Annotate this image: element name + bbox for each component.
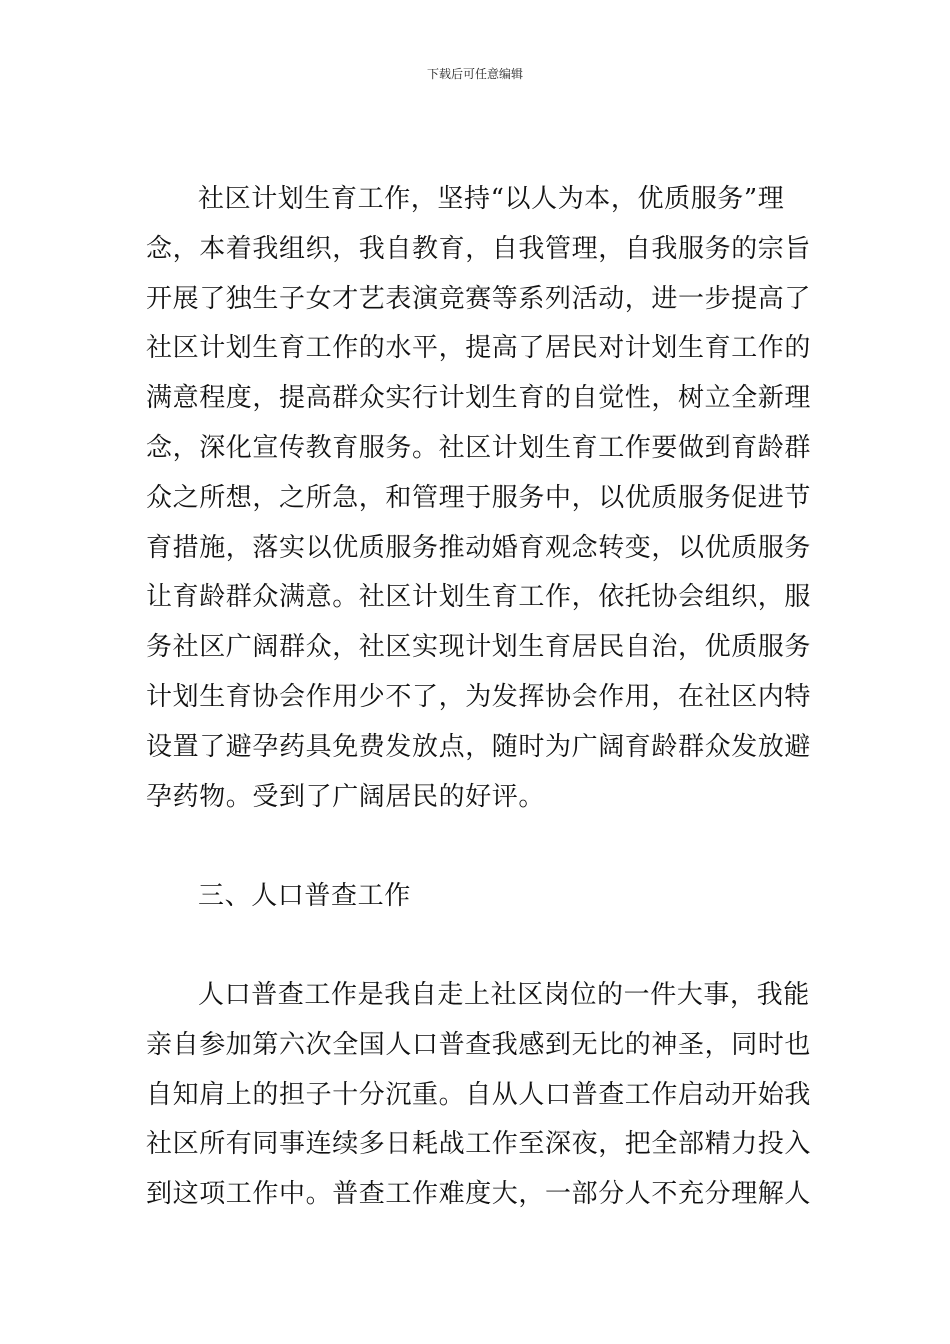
page-header-note: 下载后可任意编辑 [426, 67, 523, 81]
body-paragraph: 人口普查工作是我自走上社区岗位的一件大事，我能亲自参加第六次全国人口普查我感到无比的神圣，同时也自知肩上的担子十分沉重。自从人口普查工作启动开始我社区所有同事连续多日耗战工作至深夜，把全部精力投入到这项工作中。普查工作难度大，一部分人不充分理解人 [146, 980, 812, 1210]
body-paragraph: 社区计划生育工作，坚持“以人为本，优质服务”理念，本着我组织，我自教育，自我管理，自我服务的宗旨开展了独生子女才艺表演竞赛等系列活动，进一步提高了社区计划生育工作的水平，提高了居民对计划生育工作的满意程度，提高群众实行计划生育的自觉性，树立全新理念，深化宣传教育服务。社区计划生育工作要做到育龄群众之所想，之所急，和管理于服务中，以优质服务促进节育措施，落实以优质服务推动婚育观念转变，以优质服务让育龄群众满意。社区计划生育工作，依托协会组织，服务社区广阔群众，社区实现计划生育居民自治，优质服务计划生育协会作用少不了，为发挥协会作用，在社区内特设置了避孕药具免费发放点，随时为广阔育龄群众发放避孕药物。受到了广阔居民的好评。 [146, 184, 812, 812]
section-heading: 三、人口普查工作 [198, 881, 411, 911]
